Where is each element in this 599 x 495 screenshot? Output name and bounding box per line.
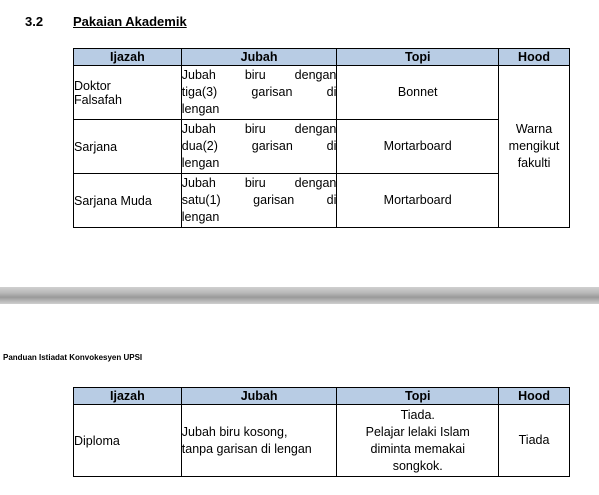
header-hood: Hood xyxy=(499,388,570,405)
cell-topi-line: diminta memakai xyxy=(370,441,465,456)
header-ijazah: Ijazah xyxy=(74,49,182,66)
cell-topi-line: Tiada. xyxy=(400,407,435,422)
table-header-row xyxy=(74,49,570,66)
table-header-row xyxy=(74,388,570,405)
section-title: Pakaian Akademik xyxy=(73,14,187,29)
cell-topi: Mortarboard xyxy=(337,120,499,174)
cell-ijazah: Diploma xyxy=(74,405,182,477)
cell-topi-line: songkok. xyxy=(392,458,443,473)
cell-jubah-line: tanpa garisan di lengan xyxy=(181,441,312,456)
cell-jubah-line: lengan xyxy=(181,210,220,224)
cell-hood-line: mengikut xyxy=(508,139,560,153)
cell-topi xyxy=(337,405,499,477)
cell-hood xyxy=(499,66,570,228)
page-footer-text: Panduan Istiadat Konvokesyen UPSI xyxy=(3,353,143,362)
cell-jubah-line: lengan xyxy=(181,156,220,170)
table-row xyxy=(74,66,570,120)
diploma-attire-table xyxy=(73,387,570,477)
cell-jubah xyxy=(181,66,337,120)
cell-jubah-line: Jubah biru kosong, xyxy=(181,424,288,439)
cell-hood: Tiada xyxy=(499,405,570,477)
cell-ijazah: Sarjana Muda xyxy=(74,174,182,228)
cell-jubah-line: Jubah biru dengan xyxy=(181,176,337,190)
cell-jubah-line: satu(1) garisan di xyxy=(181,193,337,207)
header-topi: Topi xyxy=(337,49,499,66)
cell-jubah-line: dua(2) garisan di xyxy=(181,139,337,153)
cell-ijazah xyxy=(74,66,182,120)
cell-ijazah: Sarjana xyxy=(74,120,182,174)
cell-jubah-line: lengan xyxy=(181,102,220,116)
cell-ijazah-line: Falsafah xyxy=(74,92,122,107)
header-ijazah: Ijazah xyxy=(74,388,182,405)
cell-topi: Mortarboard xyxy=(337,174,499,228)
page-break-divider xyxy=(0,287,599,304)
section-number: 3.2 xyxy=(25,14,44,29)
cell-jubah-line: Jubah biru dengan xyxy=(181,122,337,136)
cell-jubah-line: tiga(3) garisan di xyxy=(181,85,337,99)
header-jubah: Jubah xyxy=(181,388,337,405)
cell-jubah xyxy=(181,120,337,174)
table-row xyxy=(74,174,570,228)
cell-hood-line: fakulti xyxy=(517,156,551,170)
cell-topi: Bonnet xyxy=(337,66,499,120)
academic-attire-table xyxy=(73,48,570,228)
cell-jubah xyxy=(181,405,337,477)
cell-ijazah-line: Doktor xyxy=(74,78,111,93)
cell-hood-line: Warna xyxy=(515,122,553,136)
header-hood: Hood xyxy=(499,49,570,66)
cell-topi-line: Pelajar lelaki Islam xyxy=(365,424,470,439)
cell-jubah-line: Jubah biru dengan xyxy=(181,68,337,82)
cell-jubah xyxy=(181,174,337,228)
header-jubah: Jubah xyxy=(181,49,337,66)
header-topi: Topi xyxy=(337,388,499,405)
table-row xyxy=(74,120,570,174)
table-row xyxy=(74,405,570,477)
